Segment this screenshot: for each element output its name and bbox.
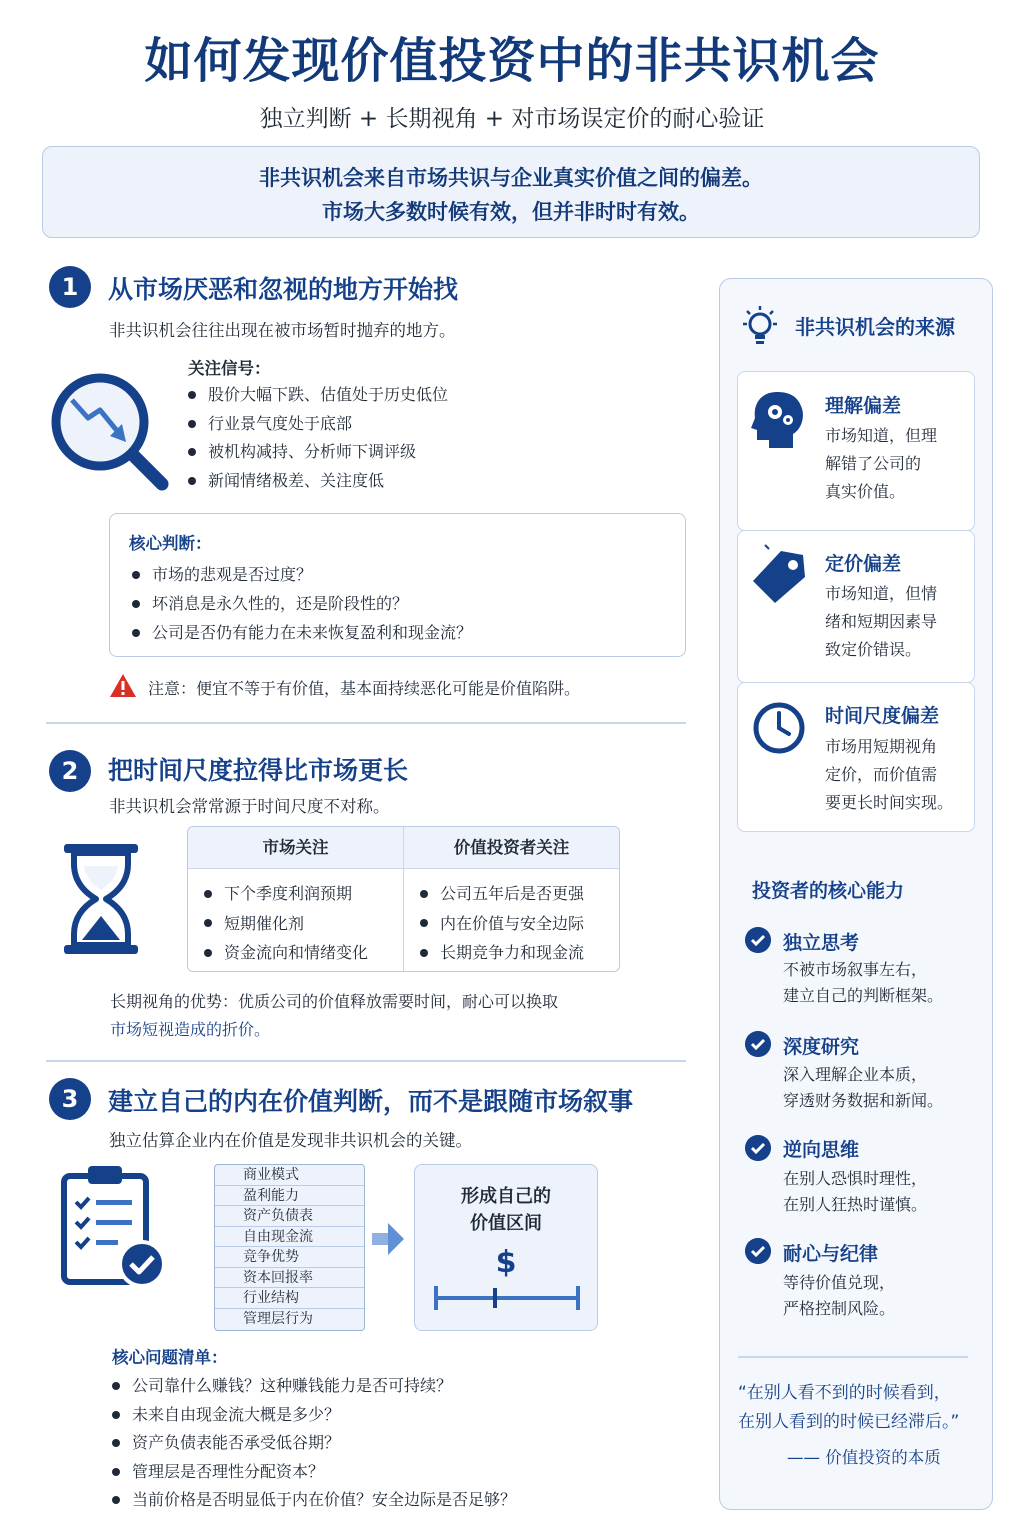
- list-item: 管理层是否理性分配资本？: [110, 1458, 710, 1487]
- section-1-number: 1: [49, 266, 91, 308]
- core-judgment-box: [109, 513, 686, 657]
- value-range-bar: [433, 1283, 581, 1313]
- section-1-title: 从市场厌恶和忽视的地方开始找: [108, 275, 459, 304]
- ability-text-contrarian: 在别人恐惧时理性， 在别人狂热时谨慎。: [783, 1169, 928, 1214]
- quote-line-1: “在别人看不到的时候看到，: [738, 1383, 951, 1403]
- warning-text: 注意：便宜不等于有价值，基本面持续恶化可能是价值陷阱。: [148, 679, 581, 698]
- list-item: 短期催化剂: [202, 909, 403, 939]
- warning-icon: [109, 673, 137, 698]
- list-item: 竞争优势: [215, 1247, 364, 1268]
- summary-banner: [42, 146, 980, 238]
- check-circle-icon: [745, 1031, 771, 1057]
- page-title: 如何发现价值投资中的非共识机会: [144, 33, 880, 89]
- head-gears-icon: [751, 390, 805, 450]
- ability-text-research: 深入理解企业本质， 穿透财务数据和新闻。: [783, 1065, 944, 1110]
- source-title-timescale: 时间尺度偏差: [825, 705, 940, 727]
- check-circle-icon: [745, 1135, 771, 1161]
- banner-line-1: 非共识机会来自市场共识与企业真实价值之间的偏差。: [259, 166, 763, 190]
- ability-text-independent: 不被市场叙事左右， 建立自己的判断框架。: [783, 960, 944, 1005]
- ability-title-independent: 独立思考: [783, 932, 860, 954]
- advantage-line-2: 市场短视造成的折价。: [110, 1020, 271, 1039]
- check-circle-icon: [745, 1238, 771, 1264]
- list-item: 管理层行为: [243, 1310, 313, 1327]
- source-text-timescale: 市场用短期视角 定价，而价值需 要更长时间实现。: [825, 737, 954, 812]
- hourglass-icon: [62, 842, 140, 956]
- table-header-investor: 价值投资者关注: [453, 838, 570, 857]
- list-item: 坏消息是永久性的，还是阶段性的？: [130, 589, 670, 618]
- list-item: 股价大幅下跌、估值处于历史低位: [186, 381, 566, 410]
- range-title-line-2: 价值区间: [470, 1213, 542, 1234]
- market-focus-list: [202, 879, 403, 968]
- abilities-title: 投资者的核心能力: [752, 880, 905, 902]
- ability-title-discipline: 耐心与纪律: [783, 1243, 879, 1265]
- judge-list: [130, 560, 670, 647]
- comparison-table: [187, 826, 620, 972]
- section-divider: [46, 722, 686, 724]
- quote-line-2: 在别人看到的时候已经滞后。”: [738, 1412, 960, 1432]
- list-item: 行业景气度处于底部: [186, 410, 566, 439]
- ability-text-discipline: 等待价值兑现， 严格控制风险。: [783, 1273, 896, 1318]
- list-item: 资产负债表: [215, 1206, 364, 1227]
- price-tag-icon: [751, 543, 807, 605]
- quote-source: —— 价值投资的本质: [787, 1448, 941, 1467]
- banner-line-2: 市场大多数时候有效，但并非时时有效。: [322, 200, 700, 224]
- source-text-pricing: 市场知道，但情 绪和短期因素导 致定价错误。: [825, 584, 938, 659]
- table-header-market: 市场关注: [188, 827, 404, 868]
- advantage-line-1: 长期视角的优势：优质公司的价值释放需要时间，耐心可以换取: [110, 992, 559, 1011]
- dollar-sign-icon: $: [495, 1245, 517, 1280]
- valuation-factor-list: [214, 1164, 365, 1331]
- list-item: 公司靠什么赚钱？这种赚钱能力是否可持续？: [110, 1372, 710, 1401]
- section-3-desc: 独立估算企业内在价值是发现非共识机会的关键。: [109, 1131, 472, 1150]
- list-item: 盈利能力: [215, 1186, 364, 1207]
- questions-list: [110, 1372, 710, 1515]
- section-2-desc: 非共识机会常常源于时间尺度不对称。: [109, 797, 390, 816]
- ability-title-research: 深度研究: [783, 1036, 860, 1058]
- list-item: 自由现金流: [215, 1227, 364, 1248]
- lightbulb-icon: [737, 304, 783, 350]
- section-2-title: 把时间尺度拉得比市场更长: [108, 756, 409, 785]
- section-3-title: 建立自己的内在价值判断，而不是跟随市场叙事: [108, 1087, 634, 1116]
- source-title-pricing: 定价偏差: [825, 553, 902, 575]
- source-text-understanding: 市场知道，但理 解错了公司的 真实价值。: [825, 426, 938, 501]
- list-item: 新闻情绪极差、关注度低: [186, 467, 566, 496]
- judge-label: 核心判断：: [129, 534, 212, 553]
- list-item: 下个季度利润预期: [202, 879, 403, 909]
- magnifier-downtrend-icon: [48, 370, 172, 494]
- investor-focus-list: [418, 879, 619, 968]
- section-1-desc: 非共识机会往往出现在被市场暂时抛弃的地方。: [109, 321, 456, 340]
- list-item: 被机构减持、分析师下调评级: [186, 438, 566, 467]
- questions-label: 核心问题清单：: [112, 1348, 228, 1367]
- list-item: 行业结构: [215, 1288, 364, 1309]
- arrow-right-icon: [370, 1221, 406, 1257]
- list-item: 资产负债表能否承受低谷期？: [110, 1429, 710, 1458]
- value-range-box: [414, 1164, 598, 1331]
- signals-list: [186, 381, 566, 495]
- section-divider: [46, 1060, 686, 1062]
- list-item: 未来自由现金流大概是多少？: [110, 1401, 710, 1430]
- list-item: 市场的悲观是否过度？: [130, 560, 670, 589]
- signals-label: 关注信号：: [188, 359, 271, 378]
- list-item: 长期竞争力和现金流: [418, 938, 619, 968]
- list-item: 资金流向和情绪变化: [202, 938, 403, 968]
- quote-divider: [738, 1356, 968, 1358]
- checklist-clipboard-icon: [60, 1164, 168, 1288]
- clock-icon: [751, 700, 807, 756]
- page-subtitle: 独立判断 + 长期视角 + 对市场误定价的耐心验证: [259, 106, 765, 132]
- sources-title: 非共识机会的来源: [795, 315, 955, 339]
- check-circle-icon: [745, 927, 771, 953]
- list-item: 内在价值与安全边际: [418, 909, 619, 939]
- section-3-number: 3: [49, 1078, 91, 1120]
- list-item: 公司五年后是否更强: [418, 879, 619, 909]
- list-item: 资本回报率: [215, 1268, 364, 1289]
- source-title-understanding: 理解偏差: [825, 395, 902, 417]
- list-item: 商业模式: [215, 1165, 364, 1186]
- section-2-number: 2: [49, 750, 91, 792]
- list-item: 公司是否仍有能力在未来恢复盈利和现金流？: [130, 618, 670, 647]
- list-item: 当前价格是否明显低于内在价值？安全边际是否足够？: [110, 1486, 710, 1515]
- ability-title-contrarian: 逆向思维: [783, 1139, 860, 1161]
- range-title-line-1: 形成自己的: [461, 1186, 551, 1207]
